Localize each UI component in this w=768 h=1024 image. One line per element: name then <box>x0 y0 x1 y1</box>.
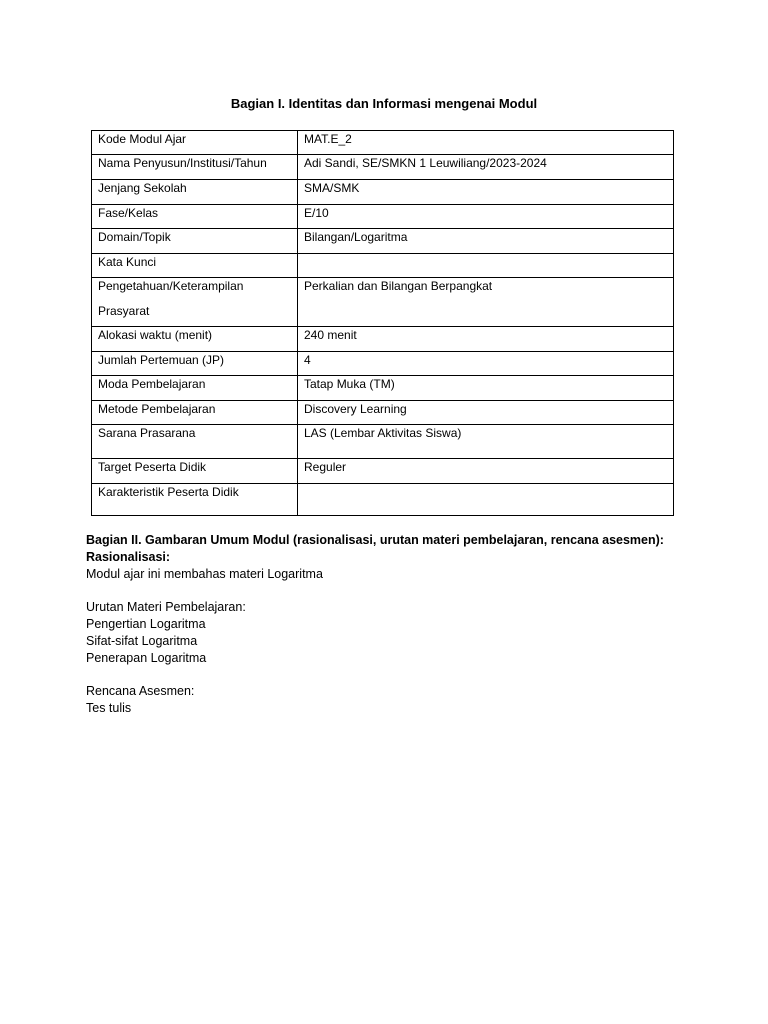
row-value-metode: Discovery Learning <box>298 401 674 425</box>
row-value-kode-modul: MAT.E_2 <box>298 131 674 155</box>
row-label-jumlah-pertemuan: Jumlah Pertemuan (JP) <box>92 352 298 376</box>
row-value-domain: Bilangan/Logaritma <box>298 229 674 254</box>
row-label-sarana: Sarana Prasarana <box>92 425 298 459</box>
row-label-moda: Moda Pembelajaran <box>92 376 298 401</box>
table-row <box>92 459 674 484</box>
rasionalisasi-heading: Rasionalisasi: <box>86 550 171 564</box>
table-row <box>92 278 674 327</box>
row-value-kata-kunci <box>298 254 674 278</box>
table-row <box>92 131 674 155</box>
table-row <box>92 376 674 401</box>
table-row <box>92 254 674 278</box>
list-item: Sifat-sifat Logaritma <box>86 634 198 648</box>
row-label-fase: Fase/Kelas <box>92 205 298 229</box>
section2 <box>86 532 726 717</box>
row-label-prasyarat-line2: Prasyarat <box>98 304 150 318</box>
list-item: Penerapan Logaritma <box>86 651 207 665</box>
table-row <box>92 401 674 425</box>
spacer <box>86 667 726 683</box>
row-value-prasyarat: Perkalian dan Bilangan Berpangkat <box>298 278 674 327</box>
table-row <box>92 484 674 516</box>
section2-title: Bagian II. Gambaran Umum Modul (rasionalisasi, urutan materi pembelajaran, rencana asesmen): <box>86 533 664 547</box>
table-row <box>92 155 674 180</box>
rasionalisasi-text: Modul ajar ini membahas materi Logaritma <box>86 567 323 581</box>
list-item: Pengertian Logaritma <box>86 617 206 631</box>
table-row <box>92 180 674 205</box>
row-label-metode: Metode Pembelajaran <box>92 401 298 425</box>
row-value-jenjang: SMA/SMK <box>298 180 674 205</box>
table-row <box>92 327 674 352</box>
row-label-karakteristik: Karakteristik Peserta Didik <box>92 484 298 516</box>
section1-title: Bagian I. Identitas dan Informasi mengenai Modul <box>230 96 538 111</box>
table-row <box>92 425 674 459</box>
row-value-fase: E/10 <box>298 205 674 229</box>
row-value-jumlah-pertemuan: 4 <box>298 352 674 376</box>
row-label-kode-modul: Kode Modul Ajar <box>92 131 298 155</box>
asesmen-text: Tes tulis <box>86 701 132 715</box>
asesmen-heading: Rencana Asesmen: <box>86 684 195 698</box>
table-row <box>92 229 674 254</box>
row-label-prasyarat <box>92 278 298 327</box>
row-label-kata-kunci: Kata Kunci <box>92 254 298 278</box>
row-label-domain: Domain/Topik <box>92 229 298 254</box>
row-label-nama-penyusun: Nama Penyusun/Institusi/Tahun <box>92 155 298 180</box>
table-row <box>92 352 674 376</box>
identity-table <box>91 130 674 516</box>
row-label-alokasi: Alokasi waktu (menit) <box>92 327 298 352</box>
table-row <box>92 205 674 229</box>
urutan-heading: Urutan Materi Pembelajaran: <box>86 600 246 614</box>
row-value-target: Reguler <box>298 459 674 484</box>
row-value-karakteristik <box>298 484 674 516</box>
spacer <box>86 583 726 599</box>
row-value-sarana: LAS (Lembar Aktivitas Siswa) <box>298 425 674 459</box>
row-label-target: Target Peserta Didik <box>92 459 298 484</box>
row-value-moda: Tatap Muka (TM) <box>298 376 674 401</box>
row-label-jenjang: Jenjang Sekolah <box>92 180 298 205</box>
row-label-prasyarat-line1: Pengetahuan/Keterampilan <box>98 279 244 293</box>
row-value-alokasi: 240 menit <box>298 327 674 352</box>
row-value-nama-penyusun: Adi Sandi, SE/SMKN 1 Leuwiliang/2023-2024 <box>298 155 674 180</box>
